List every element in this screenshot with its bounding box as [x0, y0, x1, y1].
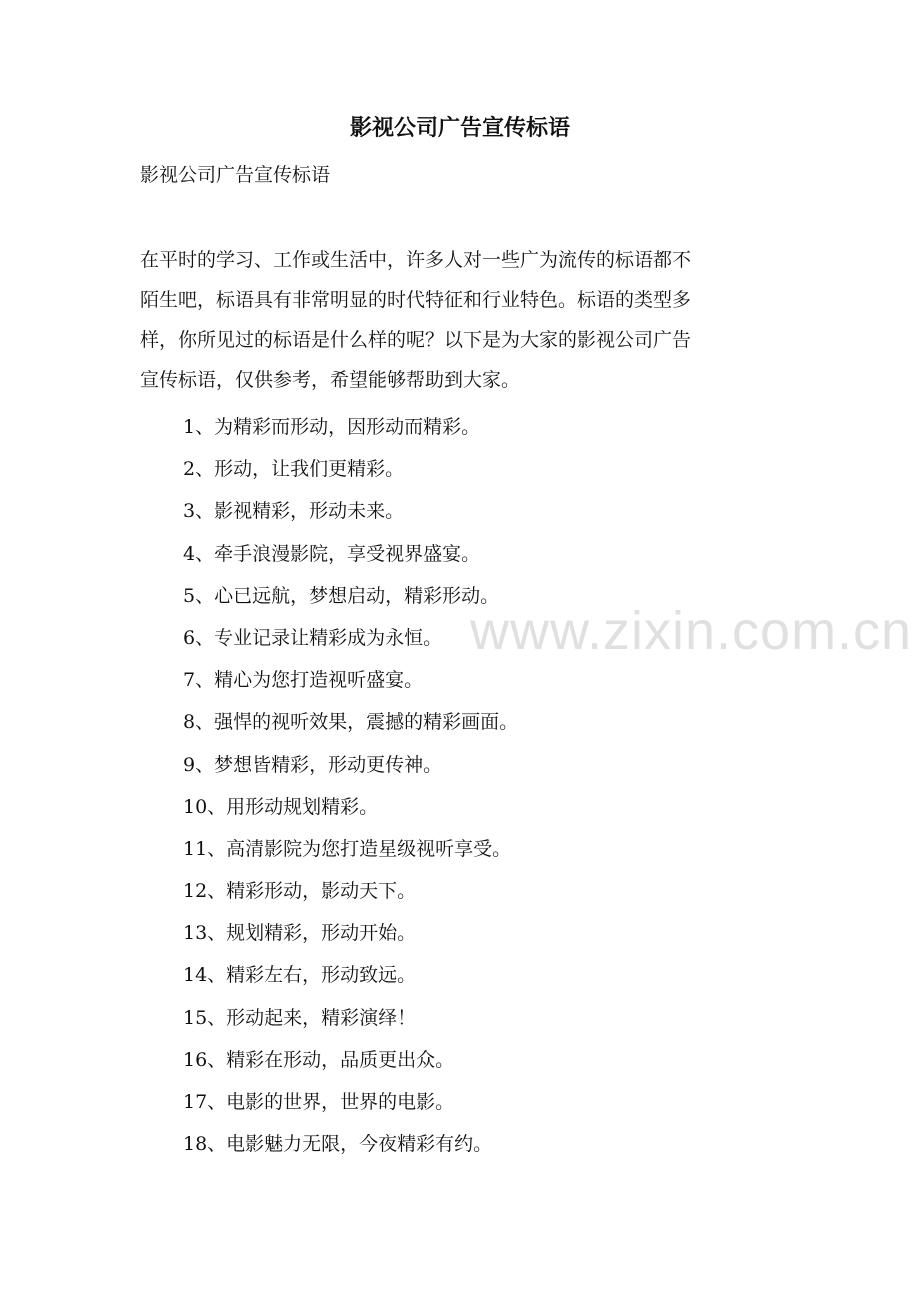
slogan-item: 10、用形动规划精彩。 [183, 795, 379, 818]
slogan-item: 4、牵手浪漫影院，享受视界盛宴。 [183, 542, 481, 565]
slogan-item: 17、电影的世界，世界的电影。 [183, 1091, 455, 1113]
watermark: www.zixin.com.cn [470, 601, 913, 661]
intro-line: 样，你所见过的标语是什么样的呢？以下是为大家的影视公司广告 [140, 329, 692, 351]
intro-paragraph [140, 240, 780, 400]
intro-line: 陌生吧，标语具有非常明显的时代特征和行业特色。标语的类型多 [140, 289, 692, 311]
slogan-item: 14、精彩左右，形动致远。 [183, 964, 417, 987]
slogan-item: 6、专业记录让精彩成为永恒。 [183, 626, 443, 649]
slogan-item: 9、梦想皆精彩，形动更传神。 [183, 753, 443, 776]
slogan-item: 2、形动，让我们更精彩。 [183, 458, 405, 481]
slogan-item: 1、为精彩而形动，因形动而精彩。 [183, 416, 481, 438]
slogan-item: 15、形动起来，精彩演绎！ [183, 1006, 417, 1029]
slogan-item: 13、规划精彩，形动开始。 [183, 922, 417, 945]
slogan-list [183, 406, 518, 1165]
document-title: 影视公司广告宣传标语 [349, 115, 570, 141]
slogan-item: 3、影视精彩，形动未来。 [183, 500, 405, 523]
slogan-item: 12、精彩形动，影动天下。 [183, 880, 417, 903]
slogan-item: 5、心已远航，梦想启动，精彩形动。 [183, 584, 500, 607]
slogan-item: 18、电影魅力无限，今夜精彩有约。 [183, 1133, 493, 1156]
slogan-item: 16、精彩在形动，品质更出众。 [183, 1048, 455, 1071]
slogan-item: 8、强悍的视听效果，震撼的精彩画面。 [183, 711, 519, 734]
intro-line: 在平时的学习、工作或生活中，许多人对一些广为流传的标语都不 [140, 249, 692, 271]
document-subtitle: 影视公司广告宣传标语 [140, 164, 331, 186]
intro-line: 宣传标语，仅供参考，希望能够帮助到大家。 [140, 369, 521, 391]
slogan-item: 11、高清影院为您打造星级视听享受。 [183, 837, 512, 860]
slogan-item: 7、精心为您打造视听盛宴。 [183, 669, 424, 692]
